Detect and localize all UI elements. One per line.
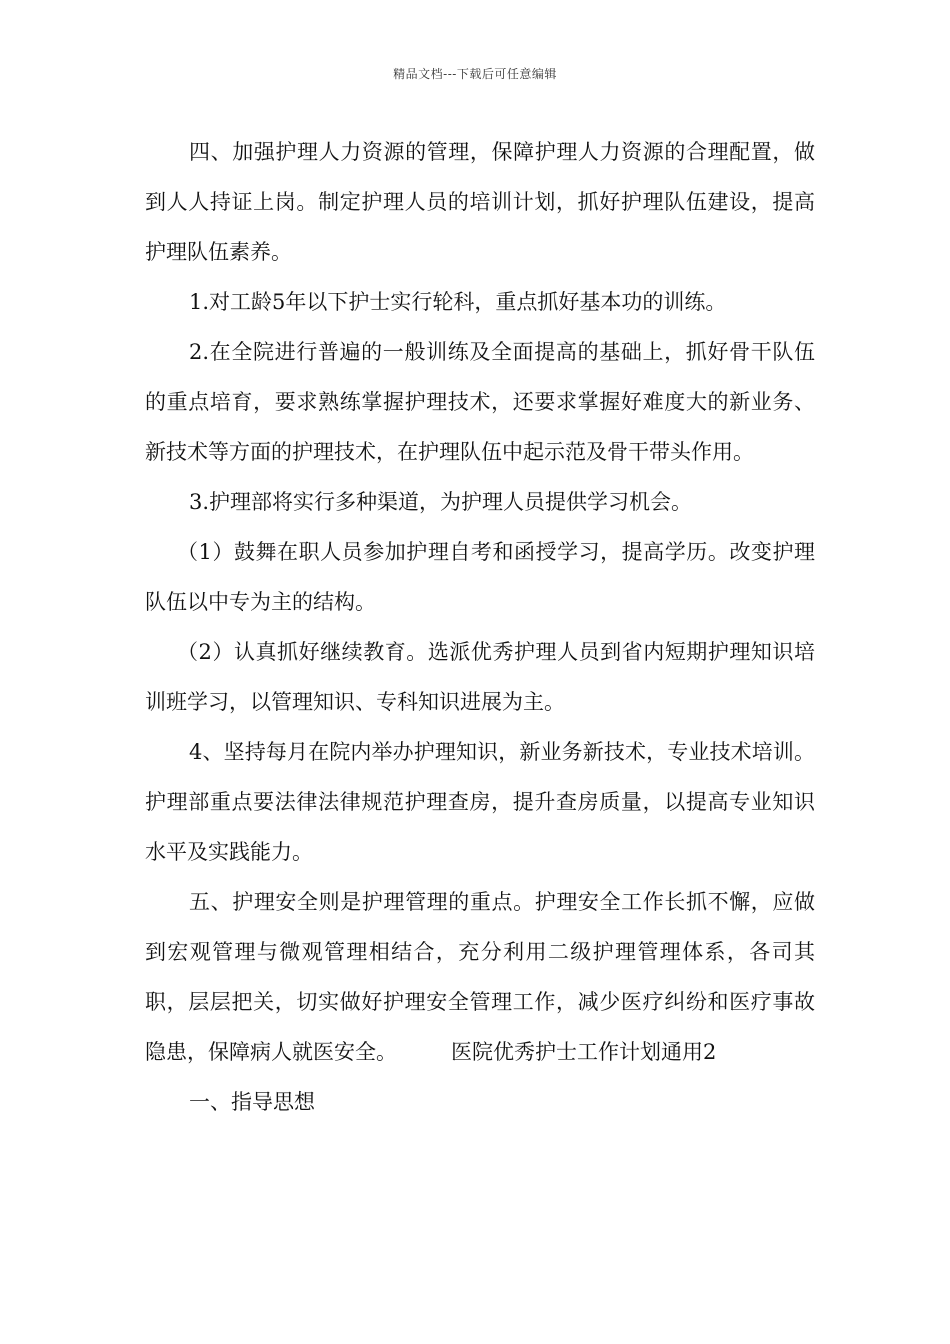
paragraph-item-2: 2.在全院进行普遍的一般训练及全面提高的基础上，抓好骨干队伍的重点培育，要求熟练掌握护理技术，还要求掌握好难度大的新业务、新技术等方面的护理技术，在护理队伍中起示范及骨干带头作用。 (145, 340, 815, 464)
paragraph-item-3: 3.护理部将实行多种渠道，为护理人员提供学习机会。 (189, 490, 693, 514)
paragraph-section-5-text: 五、护理安全则是护理管理的重点。护理安全工作长抓不懈，应做到宏观管理与微观管理相结合，充分利用二级护理管理体系，各司其职，层层把关，切实做好护理安全管理工作，减少医疗纠纷和医疗事故隐患，保障病人就医安全。 (145, 890, 815, 1064)
heading-guiding-ideology: 一、指导思想 (189, 1090, 315, 1114)
document-title-inline: 医院优秀护士工作计划通用2 (451, 1040, 717, 1064)
document-body (145, 127, 815, 1127)
paragraph-section-5 (145, 877, 815, 1077)
paragraph-subitem-1: （1）鼓舞在职人员参加护理自考和函授学习，提高学历。改变护理队伍以中专为主的结构。 (145, 540, 815, 614)
paragraph-item-4: 4、坚持每月在院内举办护理知识，新业务新技术，专业技术培训。护理部重点要法律法律规范护理查房，提升查房质量，以提高专业知识水平及实践能力。 (145, 740, 815, 864)
paragraph-item-1: 1.对工龄5年以下护士实行轮科，重点抓好基本功的训练。 (189, 290, 727, 314)
paragraph-section-4: 四、加强护理人力资源的管理，保障护理人力资源的合理配置，做到人人持证上岗。制定护理人员的培训计划，抓好护理队伍建设，提高护理队伍素养。 (145, 140, 815, 264)
page-header: 精品文档---下载后可任意编辑 (393, 67, 557, 81)
paragraph-subitem-2: （2）认真抓好继续教育。选派优秀护理人员到省内短期护理知识培训班学习，以管理知识、专科知识进展为主。 (145, 640, 815, 714)
